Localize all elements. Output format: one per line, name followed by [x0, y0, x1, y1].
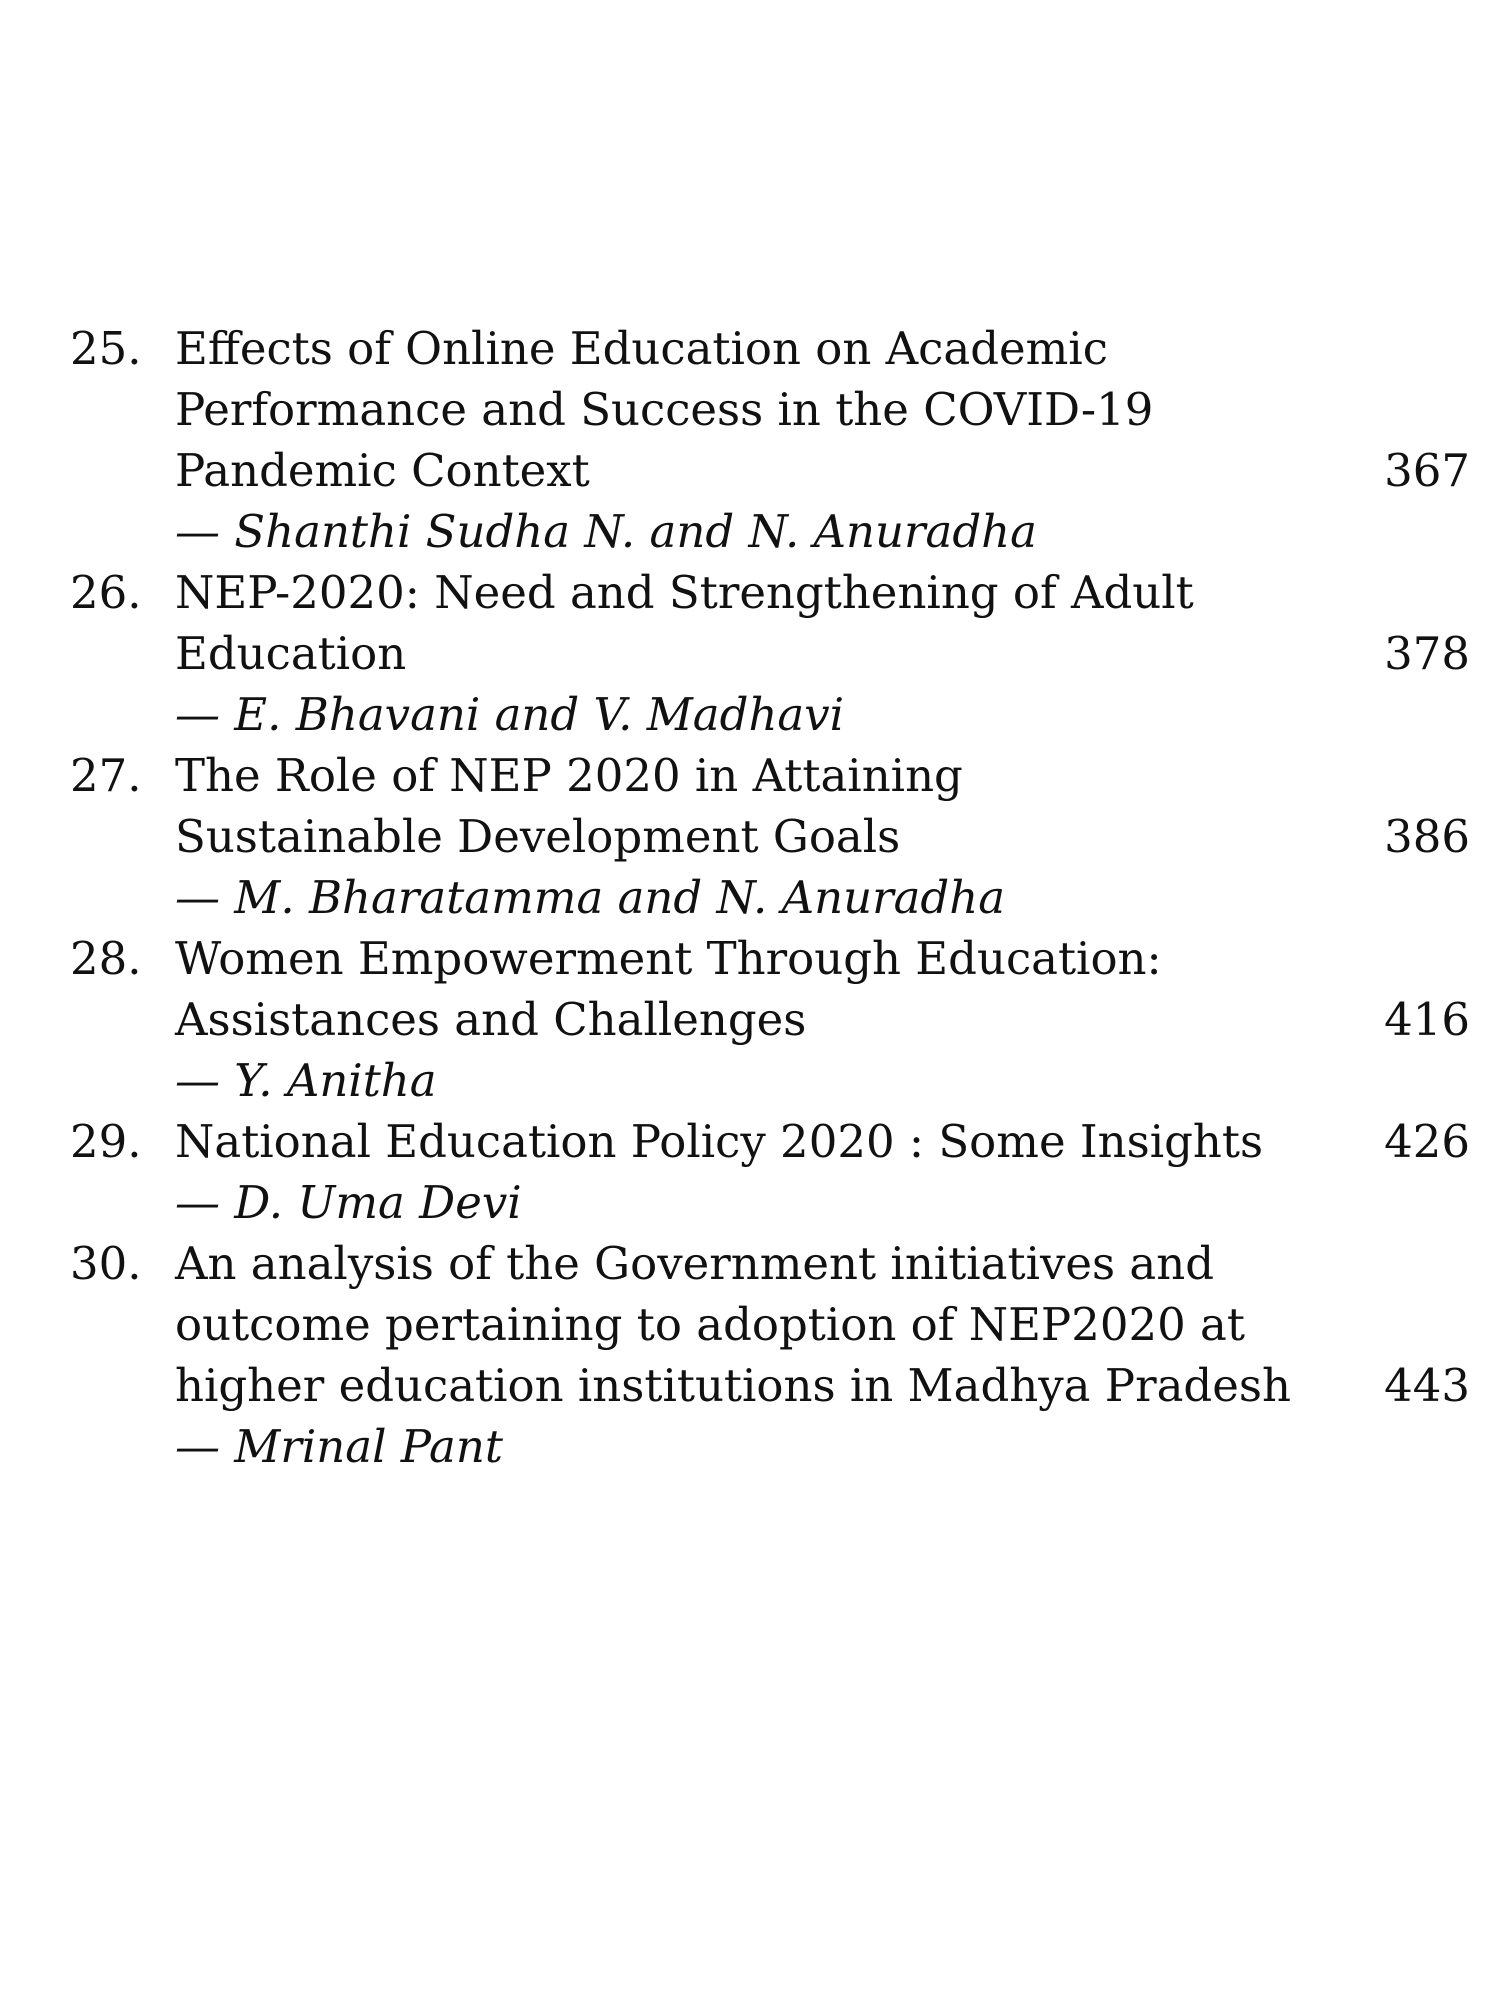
- entry-title-line: National Education Policy 2020 : Some Insights: [175, 1115, 1264, 1168]
- entry-title-line: The Role of NEP 2020 in Attaining: [175, 749, 963, 802]
- entry-page-number: 378: [1384, 627, 1470, 680]
- entry-title-line: Assistances and Challenges: [175, 993, 807, 1046]
- toc-line: [70, 1050, 1470, 1111]
- toc-line: [70, 989, 1470, 1050]
- toc-line: [70, 440, 1470, 501]
- entry-author: — D. Uma Devi: [175, 1176, 522, 1229]
- toc-entry: [70, 562, 1470, 745]
- toc-entry: [70, 745, 1470, 928]
- entry-title-line: Sustainable Development Goals: [175, 810, 901, 863]
- toc-line: [70, 562, 1470, 623]
- entry-title-line: higher education institutions in Madhya Pradesh: [175, 1359, 1291, 1412]
- toc-entry: [70, 318, 1470, 562]
- toc-line: [70, 1355, 1470, 1416]
- toc-line: [70, 1111, 1470, 1172]
- entry-author: — Shanthi Sudha N. and N. Anuradha: [175, 505, 1037, 558]
- entry-author: — Y. Anitha: [175, 1054, 437, 1107]
- table-of-contents: [70, 318, 1470, 1477]
- entry-author: — Mrinal Pant: [175, 1420, 503, 1473]
- entry-number: 26.: [70, 566, 142, 619]
- entry-number: 25.: [70, 322, 142, 375]
- entry-title-line: An analysis of the Government initiatives and: [175, 1237, 1215, 1290]
- entry-title-line: NEP-2020: Need and Strengthening of Adult: [175, 566, 1194, 619]
- entry-title-line: Pandemic Context: [175, 444, 590, 497]
- entry-number: 27.: [70, 749, 142, 802]
- entry-title-line: Education: [175, 627, 407, 680]
- entry-page-number: 426: [1384, 1115, 1470, 1168]
- entry-page-number: 386: [1384, 810, 1470, 863]
- toc-line: [70, 806, 1470, 867]
- toc-line: [70, 623, 1470, 684]
- toc-line: [70, 318, 1470, 379]
- entry-number: 30.: [70, 1237, 142, 1290]
- toc-line: [70, 501, 1470, 562]
- toc-line: [70, 867, 1470, 928]
- entry-title-line: outcome pertaining to adoption of NEP2020 at: [175, 1298, 1245, 1351]
- entry-number: 29.: [70, 1115, 142, 1168]
- toc-entry: [70, 928, 1470, 1111]
- toc-line: [70, 1416, 1470, 1477]
- toc-entry: [70, 1111, 1470, 1233]
- entry-number: 28.: [70, 932, 142, 985]
- entry-title-line: Performance and Success in the COVID-19: [175, 383, 1154, 436]
- entry-title-line: Women Empowerment Through Education:: [175, 932, 1162, 985]
- toc-line: [70, 928, 1470, 989]
- entry-page-number: 367: [1384, 444, 1470, 497]
- entry-page-number: 443: [1384, 1359, 1470, 1412]
- toc-line: [70, 1294, 1470, 1355]
- entry-author: — E. Bhavani and V. Madhavi: [175, 688, 845, 741]
- toc-entry: [70, 1233, 1470, 1477]
- toc-line: [70, 1172, 1470, 1233]
- entry-title-line: Effects of Online Education on Academic: [175, 322, 1108, 375]
- toc-line: [70, 745, 1470, 806]
- toc-line: [70, 379, 1470, 440]
- entry-page-number: 416: [1384, 993, 1470, 1046]
- entry-author: — M. Bharatamma and N. Anuradha: [175, 871, 1006, 924]
- toc-line: [70, 1233, 1470, 1294]
- toc-line: [70, 684, 1470, 745]
